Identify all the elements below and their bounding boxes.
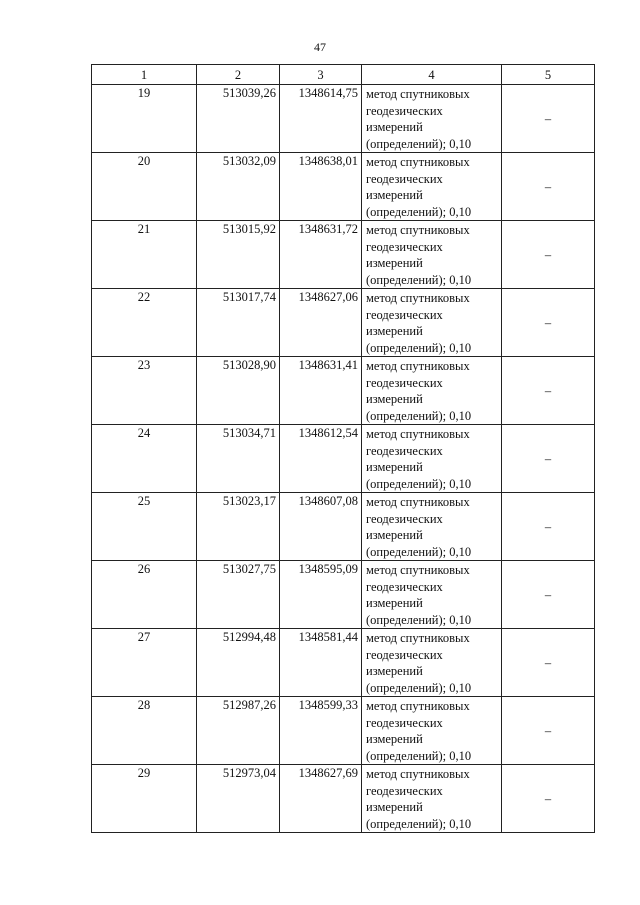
method-line: геодезических bbox=[366, 511, 443, 526]
dash-cell: – bbox=[502, 493, 595, 561]
point-number-cell: 20 bbox=[92, 153, 197, 221]
table-row bbox=[92, 425, 595, 493]
method-line: метод спутниковых bbox=[366, 291, 470, 305]
method-line: метод спутниковых bbox=[366, 427, 470, 441]
table-row bbox=[92, 629, 595, 697]
table-row bbox=[92, 85, 595, 153]
method-line: геодезических bbox=[366, 579, 443, 594]
dash-cell: – bbox=[502, 153, 595, 221]
method-line: геодезических bbox=[366, 443, 443, 458]
method-line: метод спутниковых bbox=[366, 563, 470, 577]
method-line: метод спутниковых bbox=[366, 495, 470, 509]
method-line: (определений); 0,10 bbox=[366, 340, 472, 355]
point-number-cell: 24 bbox=[92, 425, 197, 493]
point-number-cell: 28 bbox=[92, 697, 197, 765]
dash-cell: – bbox=[502, 221, 595, 289]
method-line: измерений bbox=[366, 460, 423, 474]
table-header-row bbox=[92, 65, 595, 85]
table-row bbox=[92, 357, 595, 425]
method-line: (определений); 0,10 bbox=[366, 272, 472, 287]
x-coordinate-cell: 513028,90 bbox=[197, 357, 280, 425]
method-line: измерений bbox=[366, 596, 423, 610]
method-cell bbox=[362, 561, 502, 629]
dash-cell: – bbox=[502, 697, 595, 765]
table-row bbox=[92, 221, 595, 289]
dash-cell: – bbox=[502, 629, 595, 697]
dash-cell: – bbox=[502, 357, 595, 425]
method-line: (определений); 0,10 bbox=[366, 136, 472, 151]
method-cell bbox=[362, 289, 502, 357]
method-line: измерений bbox=[366, 324, 423, 338]
table-row bbox=[92, 561, 595, 629]
y-coordinate-cell: 1348631,41 bbox=[280, 357, 362, 425]
method-line: геодезических bbox=[366, 375, 443, 390]
point-number-cell: 22 bbox=[92, 289, 197, 357]
y-coordinate-cell: 1348638,01 bbox=[280, 153, 362, 221]
dash-cell: – bbox=[502, 765, 595, 833]
method-cell bbox=[362, 697, 502, 765]
method-line: (определений); 0,10 bbox=[366, 816, 472, 831]
method-cell bbox=[362, 765, 502, 833]
method-line: метод спутниковых bbox=[366, 767, 470, 781]
method-cell bbox=[362, 153, 502, 221]
y-coordinate-cell: 1348595,09 bbox=[280, 561, 362, 629]
column-header-2: 2 bbox=[197, 65, 280, 85]
method-line: геодезических bbox=[366, 307, 443, 322]
coordinates-table bbox=[91, 64, 595, 833]
x-coordinate-cell: 513015,92 bbox=[197, 221, 280, 289]
dash-cell: – bbox=[502, 289, 595, 357]
x-coordinate-cell: 512987,26 bbox=[197, 697, 280, 765]
method-line: (определений); 0,10 bbox=[366, 612, 472, 627]
table-row bbox=[92, 493, 595, 561]
table-row bbox=[92, 765, 595, 833]
method-line: измерений bbox=[366, 392, 423, 406]
table-row bbox=[92, 153, 595, 221]
method-line: измерений bbox=[366, 188, 423, 202]
method-line: геодезических bbox=[366, 171, 443, 186]
method-line: (определений); 0,10 bbox=[366, 476, 472, 491]
y-coordinate-cell: 1348581,44 bbox=[280, 629, 362, 697]
dash-cell: – bbox=[502, 85, 595, 153]
point-number-cell: 27 bbox=[92, 629, 197, 697]
x-coordinate-cell: 512994,48 bbox=[197, 629, 280, 697]
y-coordinate-cell: 1348631,72 bbox=[280, 221, 362, 289]
method-line: (определений); 0,10 bbox=[366, 544, 472, 559]
x-coordinate-cell: 513023,17 bbox=[197, 493, 280, 561]
point-number-cell: 23 bbox=[92, 357, 197, 425]
method-cell bbox=[362, 221, 502, 289]
method-line: метод спутниковых bbox=[366, 155, 470, 169]
method-line: геодезических bbox=[366, 239, 443, 254]
column-header-1: 1 bbox=[92, 65, 197, 85]
y-coordinate-cell: 1348614,75 bbox=[280, 85, 362, 153]
point-number-cell: 19 bbox=[92, 85, 197, 153]
x-coordinate-cell: 513032,09 bbox=[197, 153, 280, 221]
dash-cell: – bbox=[502, 425, 595, 493]
method-line: (определений); 0,10 bbox=[366, 680, 472, 695]
method-line: метод спутниковых bbox=[366, 699, 470, 713]
y-coordinate-cell: 1348612,54 bbox=[280, 425, 362, 493]
method-line: метод спутниковых bbox=[366, 359, 470, 373]
method-line: измерений bbox=[366, 256, 423, 270]
method-line: измерений bbox=[366, 120, 423, 134]
method-line: (определений); 0,10 bbox=[366, 408, 472, 423]
method-line: (определений); 0,10 bbox=[366, 748, 472, 763]
method-cell bbox=[362, 85, 502, 153]
method-cell bbox=[362, 629, 502, 697]
column-header-3: 3 bbox=[280, 65, 362, 85]
x-coordinate-cell: 512973,04 bbox=[197, 765, 280, 833]
table-body bbox=[92, 85, 595, 833]
y-coordinate-cell: 1348607,08 bbox=[280, 493, 362, 561]
method-line: метод спутниковых bbox=[366, 87, 470, 101]
method-line: измерений bbox=[366, 732, 423, 746]
table-row bbox=[92, 697, 595, 765]
method-line: (определений); 0,10 bbox=[366, 204, 472, 219]
method-line: измерений bbox=[366, 800, 423, 814]
method-line: измерений bbox=[366, 528, 423, 542]
point-number-cell: 25 bbox=[92, 493, 197, 561]
y-coordinate-cell: 1348627,69 bbox=[280, 765, 362, 833]
point-number-cell: 29 bbox=[92, 765, 197, 833]
method-line: геодезических bbox=[366, 783, 443, 798]
method-line: метод спутниковых bbox=[366, 631, 470, 645]
page-number: 47 bbox=[314, 40, 326, 54]
x-coordinate-cell: 513017,74 bbox=[197, 289, 280, 357]
method-line: геодезических bbox=[366, 715, 443, 730]
point-number-cell: 21 bbox=[92, 221, 197, 289]
x-coordinate-cell: 513027,75 bbox=[197, 561, 280, 629]
dash-cell: – bbox=[502, 561, 595, 629]
method-line: метод спутниковых bbox=[366, 223, 470, 237]
y-coordinate-cell: 1348599,33 bbox=[280, 697, 362, 765]
method-line: геодезических bbox=[366, 647, 443, 662]
table-row bbox=[92, 289, 595, 357]
column-header-5: 5 bbox=[502, 65, 595, 85]
y-coordinate-cell: 1348627,06 bbox=[280, 289, 362, 357]
method-cell bbox=[362, 357, 502, 425]
point-number-cell: 26 bbox=[92, 561, 197, 629]
x-coordinate-cell: 513039,26 bbox=[197, 85, 280, 153]
x-coordinate-cell: 513034,71 bbox=[197, 425, 280, 493]
method-cell bbox=[362, 493, 502, 561]
method-line: измерений bbox=[366, 664, 423, 678]
method-line: геодезических bbox=[366, 103, 443, 118]
column-header-4: 4 bbox=[362, 65, 502, 85]
method-cell bbox=[362, 425, 502, 493]
